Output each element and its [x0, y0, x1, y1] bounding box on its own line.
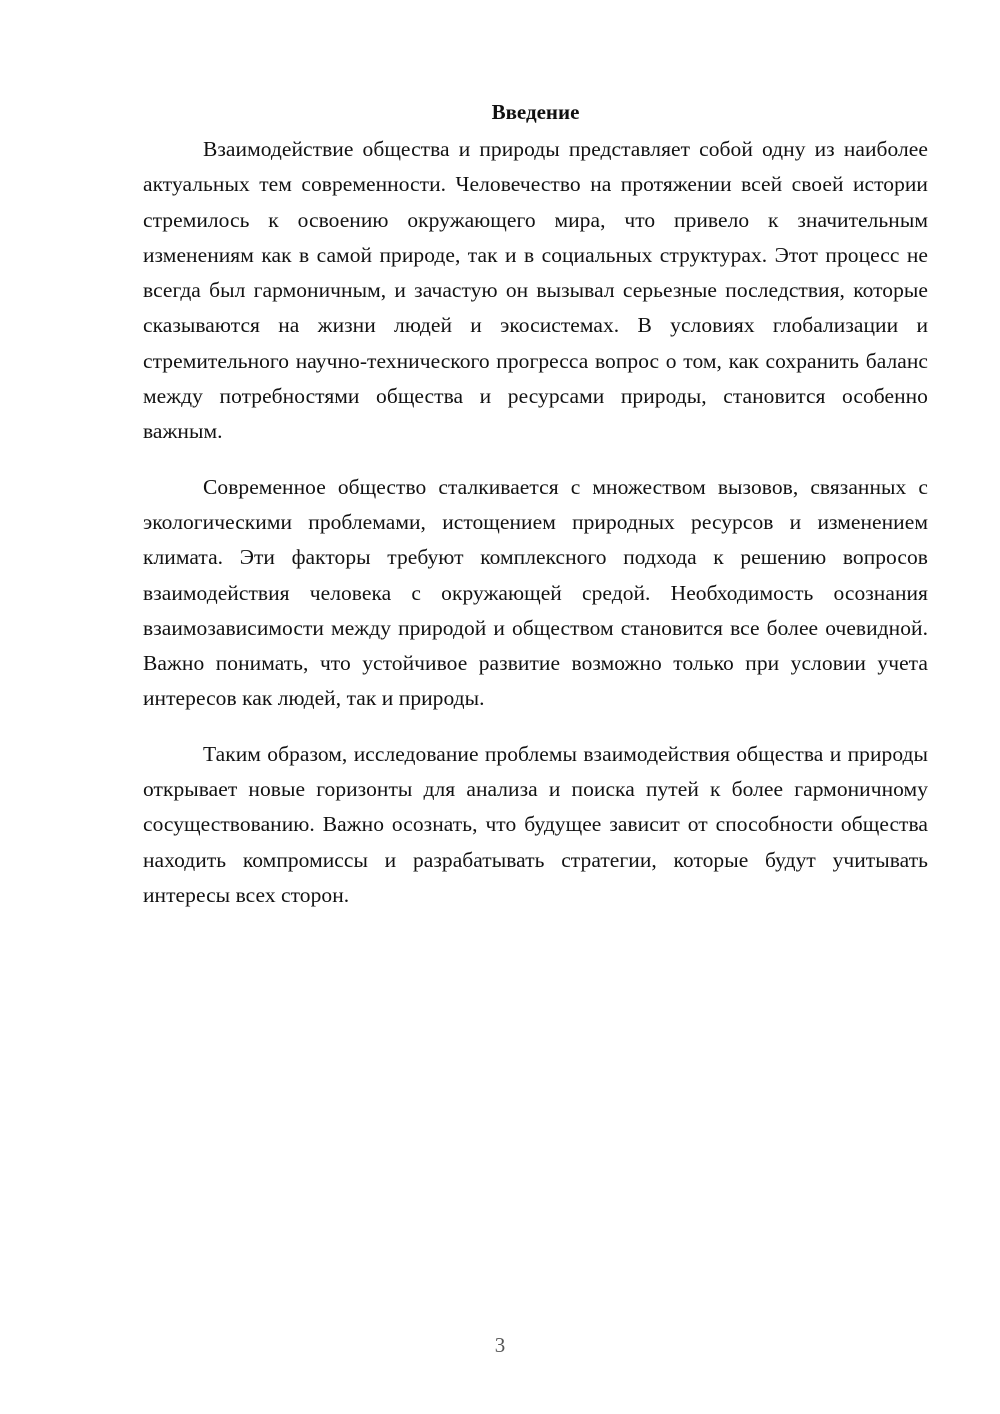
page-title: Введение	[491, 100, 580, 124]
paragraph-2: Современное общество сталкивается с множеством вызовов, связанных с экологическими проблемами, истощением природных ресурсов и изменением климата. Эти факторы требуют комплексного подхода к решению вопросов взаимодействия человека с окружающей средой. Необходимость осознания взаимозависимости между природой и обществом становится все более очевидной. Важно понимать, что устойчивое развитие возможно только при условии учета интересов как людей, так и природы.	[143, 474, 928, 711]
paragraph-3: Таким образом, исследование проблемы взаимодействия общества и природы открывает новые горизонты для анализа и поиска путей к более гармоничному сосуществованию. Важно осознать, что будущее зависит от способности общества находить компромиссы и разрабатывать стратегии, которые будут учитывать интересы всех сторон.	[143, 741, 928, 907]
paragraph-1: Взаимодействие общества и природы представляет собой одну из наиболее актуальных тем современности. Человечество на протяжении всей своей истории стремилось к освоению окружающего мира, что привело к значительным изменениям как в самой природе, так и в социальных структурах. Этот процесс не всегда был гармоничным, и зачастую он вызывал серьезные последствия, которые сказываются на жизни людей и экосистемах. В условиях глобализации и стремительного научно-технического прогресса вопрос о том, как сохранить баланс между потребностями общества и ресурсами природы, становится особенно важным.	[143, 137, 928, 444]
page-number: 3	[494, 1333, 506, 1357]
page-content	[143, 96, 928, 933]
